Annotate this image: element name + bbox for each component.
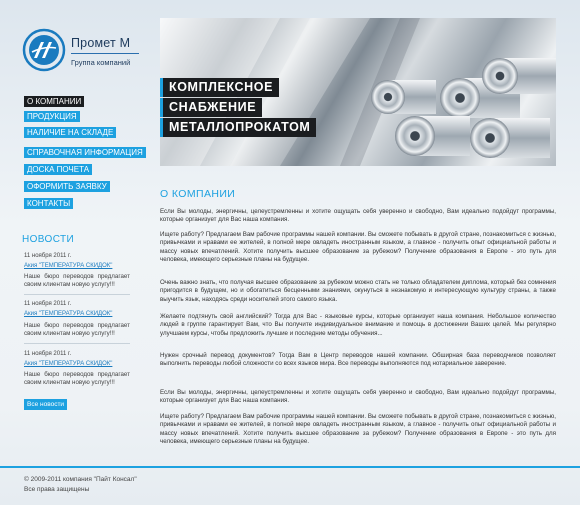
content-paragraph: Ищете работу? Предлагаем Вам рабочие программы нашей компании. Вы сможете побывать в другой стране, познакомиться с жизнью, привычками и нравами ее жителей, в полной мере овладеть иностранным языком, а главное - получить опыт официальной работы и массу новых впечатлений. Хотите получить высшее образование за рубежом? Получение образования в Европе - это путь для человека, имеющего серьезные планы на будущее. (160, 231, 556, 263)
all-news-button[interactable]: Все новости (24, 399, 67, 410)
news-heading: НОВОСТИ (22, 234, 75, 245)
page-title: О КОМПАНИИ (160, 188, 236, 200)
news-date: 11 ноября 2011 г. (24, 351, 72, 357)
news-text: Наше бюро переводов предлагает своим клиентам новую услугу!!! (24, 371, 130, 386)
content-paragraph: Нужен срочный перевод документов? Тогда Вам в Центр переводов нашей компании. Обширная база переводчиков позволяет выполнить переводы любой сложности со всех языков мира. Все переводы выполняются под нотариальное заверение. (160, 352, 556, 368)
content-paragraph: Желаете подтянуть свой английский? Тогда для Вас - языковые курсы, которые организует наша компания. Небольшое количество людей в группе гарантирует Вам, что Вы получите индивидуальное внимание и помощь в достижении Ваших целей. Мы регулярно улучшаем курсы, чтобы предложить лучшие и последние методы обучения... (160, 313, 556, 337)
content-paragraph: Очень важно знать, что получая высшее образование за рубежом можно стать не только обладателем диплома, который без сомнения пригодится в будущем, но и обогатиться бесценными знаниями, окунуться в незнакомую и интересующую культуру страны, а также выучить язык, находясь среди носителей этого самого языка. (160, 279, 556, 303)
footer-copyright: © 2009-2011 компания "Пайт Консал" (24, 476, 137, 483)
nav-item-contacts[interactable]: КОНТАКТЫ (24, 198, 73, 209)
brand-divider (71, 53, 139, 54)
news-date: 11 ноября 2011 г. (24, 253, 72, 259)
nav-item-order[interactable]: ОФОРМИТЬ ЗАЯВКУ (24, 181, 110, 192)
content-paragraph: Если Вы молоды, энергичны, целеустремленны и хотите ощущать себя уверенно и свободно, Вам идеально подойдут программы, которые организует для Вас наша компания. (160, 389, 556, 405)
logo-icon[interactable] (22, 28, 66, 72)
banner-headline-line-3: МЕТАЛЛОПРОКАТОМ (160, 118, 316, 137)
news-divider (24, 294, 130, 295)
footer-rights: Все права защищены (24, 486, 90, 493)
nav-item-about[interactable]: О КОМПАНИИ (24, 96, 84, 107)
nav-item-stock[interactable]: НАЛИЧИЕ НА СКЛАДЕ (24, 127, 116, 138)
content-paragraph: Ищете работу? Предлагаем Вам рабочие программы нашей компании. Вы сможете побывать в другой стране, познакомиться с жизнью, привычками и нравами ее жителей, в полной мере овладеть иностранным языком, а главное - получить опыт официальной работы и массу новых впечатлений. Хотите получить высшее образование за рубежом? Получение образования в Европе - это путь для человека, имеющего серьезные планы на будущее. (160, 413, 556, 445)
news-link[interactable]: Акия "ТЕМПЕРАТУРА СКИДОК" (24, 311, 113, 317)
news-link[interactable]: Акия "ТЕМПЕРАТУРА СКИДОК" (24, 361, 113, 367)
brand-subtitle: Группа компаний (71, 58, 131, 67)
nav-item-honor-board[interactable]: ДОСКА ПОЧЕТА (24, 164, 92, 175)
news-divider (24, 343, 130, 344)
banner-headline-line-2: СНАБЖЕНИЕ (160, 98, 262, 117)
content-paragraph: Если Вы молоды, энергичны, целеустремленны и хотите ощущать себя уверенно и свободно, Вам идеально подойдут программы, которые организует для Вас наша компания. (160, 208, 556, 224)
news-text: Наше бюро переводов предлагает своим клиентам новую услугу!!! (24, 322, 130, 337)
footer-divider (0, 466, 580, 468)
brand-name: Промет М (71, 36, 131, 50)
nav-item-products[interactable]: ПРОДУКЦИЯ (24, 111, 80, 122)
nav-item-reference[interactable]: СПРАВОЧНАЯ ИНФОРМАЦИЯ (24, 147, 146, 158)
news-link[interactable]: Акия "ТЕМПЕРАТУРА СКИДОК" (24, 263, 113, 269)
banner-headline-line-1: КОМПЛЕКСНОЕ (160, 78, 279, 97)
news-text: Наше бюро переводов предлагает своим клиентам новую услугу!!! (24, 273, 130, 288)
news-date: 11 ноября 2011 г. (24, 301, 72, 307)
